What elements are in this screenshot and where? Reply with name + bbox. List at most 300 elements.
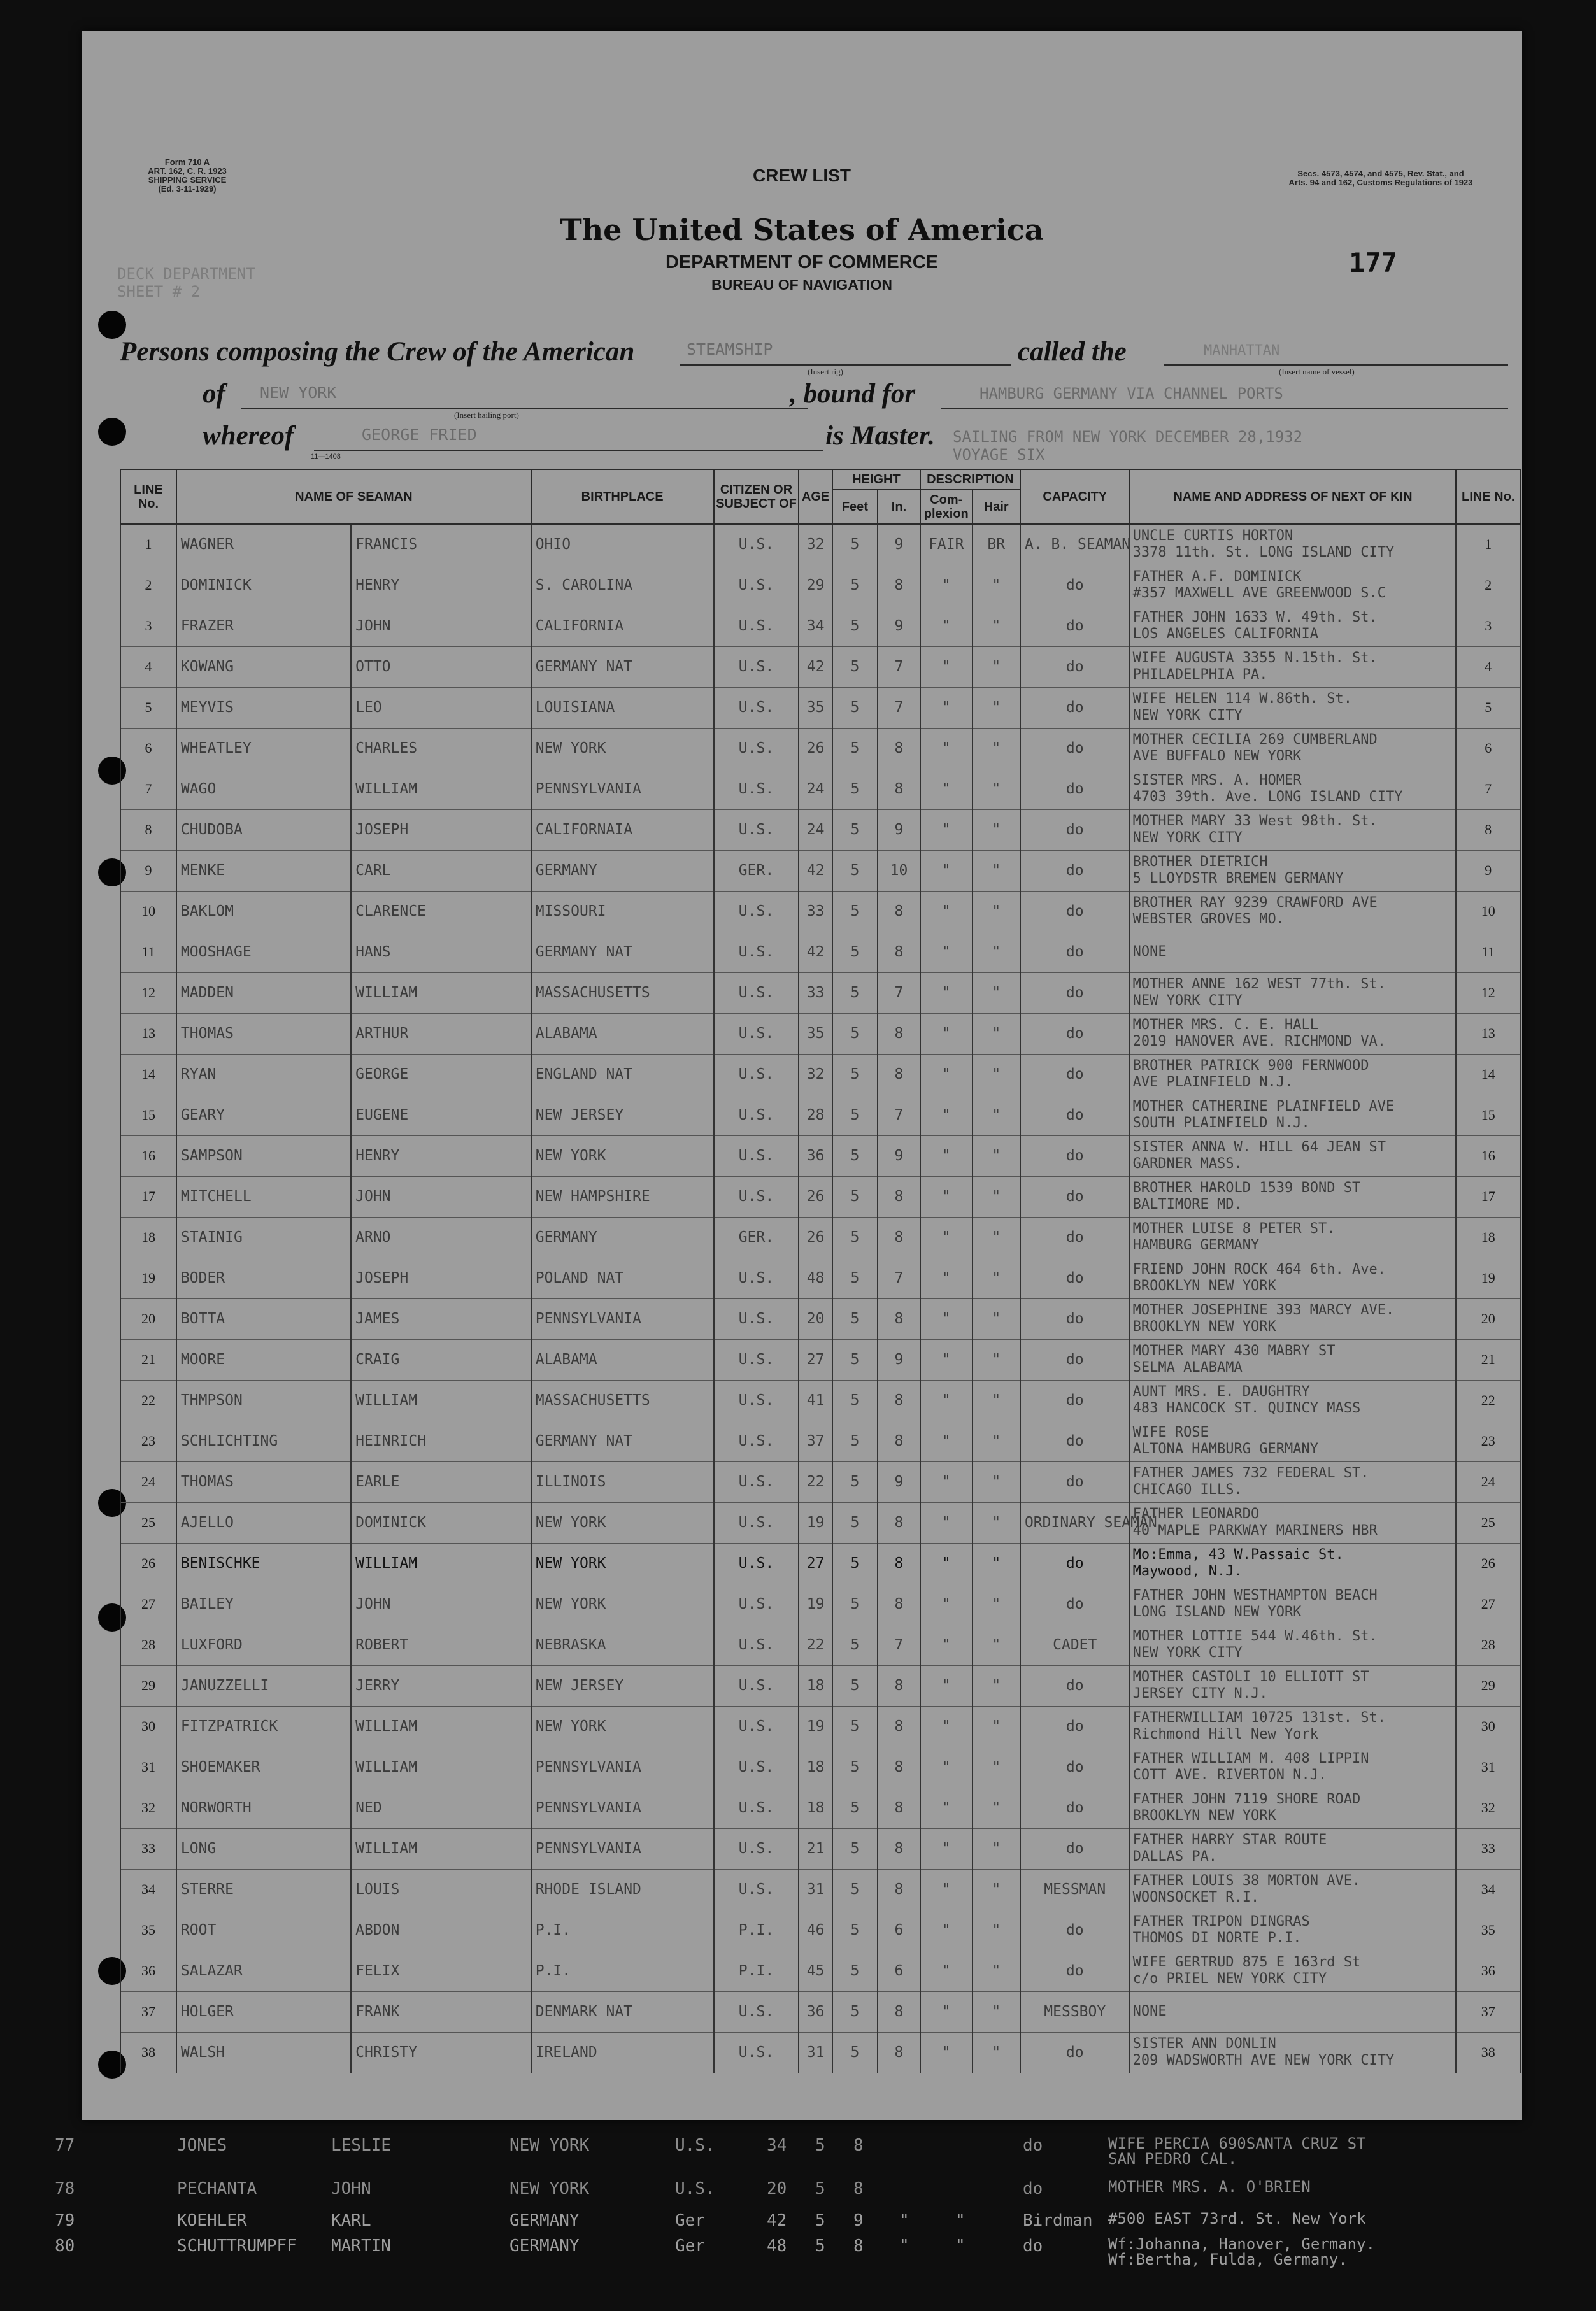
form-number: Form 710 A: [164, 157, 210, 167]
crew-hair: ": [973, 646, 1020, 687]
col-feet: Feet: [832, 490, 878, 524]
extra-capacity: Birdman: [1023, 2211, 1093, 2230]
crew-capacity: do: [1020, 606, 1130, 646]
department-stamp: [117, 265, 255, 301]
crew-height-feet: 5: [832, 565, 878, 606]
crew-row: [120, 1706, 1520, 1747]
crew-next-of-kin: FRIEND JOHN ROCK 464 6th. Ave. BROOKLYN NEW YORK: [1130, 1258, 1457, 1298]
extra-height-inches: 9: [853, 2211, 864, 2230]
crew-capacity: do: [1020, 2032, 1130, 2073]
crew-given-name: JAMES: [351, 1298, 531, 1339]
crew-given-name: GEORGE: [351, 1054, 531, 1095]
crew-line-number-right: 1: [1456, 524, 1520, 565]
crew-given-name: FRANCIS: [351, 524, 531, 565]
crew-complexion: ": [920, 1828, 973, 1869]
crew-line-number: 16: [120, 1135, 176, 1176]
crew-given-name: ABDON: [351, 1910, 531, 1951]
crew-citizenship: U.S.: [714, 687, 799, 728]
crew-line-number: 28: [120, 1625, 176, 1665]
crew-age: 36: [799, 1135, 832, 1176]
crew-height-feet: 5: [832, 809, 878, 850]
page-number: 177: [1349, 247, 1397, 278]
crew-hair: ": [973, 1095, 1020, 1135]
port-value: NEW YORK: [260, 383, 337, 402]
crew-age: 34: [799, 606, 832, 646]
extra-given-name: JOHN: [331, 2179, 371, 2198]
crew-capacity: do: [1020, 1910, 1130, 1951]
crew-complexion: ": [920, 1421, 973, 1461]
crew-age: 26: [799, 1217, 832, 1258]
crew-height-inches: 9: [878, 1135, 920, 1176]
crew-age: 48: [799, 1258, 832, 1298]
crew-birthplace: GERMANY: [531, 1217, 714, 1258]
crew-complexion: ": [920, 850, 973, 891]
crew-complexion: ": [920, 1747, 973, 1788]
crew-height-inches: 8: [878, 1054, 920, 1095]
extra-crew-row: [0, 2211, 1596, 2236]
crew-complexion: ": [920, 972, 973, 1013]
crew-surname: BAILEY: [176, 1584, 351, 1625]
crew-height-inches: 8: [878, 1828, 920, 1869]
crew-complexion: ": [920, 932, 973, 972]
crew-given-name: LEO: [351, 687, 531, 728]
crew-surname: BOTTA: [176, 1298, 351, 1339]
crew-next-of-kin: WIFE HELEN 114 W.86th. St. NEW YORK CITY: [1130, 687, 1457, 728]
crew-capacity: do: [1020, 769, 1130, 809]
crew-birthplace: MASSACHUSETTS: [531, 972, 714, 1013]
crew-height-feet: 5: [832, 1625, 878, 1665]
crew-height-feet: 5: [832, 524, 878, 565]
crew-capacity: MESSBOY: [1020, 1991, 1130, 2032]
crew-next-of-kin: FATHER JOHN 1633 W. 49th. St. LOS ANGELES CALIFORNIA: [1130, 606, 1457, 646]
crew-hair: ": [973, 1747, 1020, 1788]
crew-surname: JANUZZELLI: [176, 1665, 351, 1706]
crew-height-inches: 8: [878, 1217, 920, 1258]
crew-line-number-right: 7: [1456, 769, 1520, 809]
crew-age: 32: [799, 524, 832, 565]
crew-row: [120, 1747, 1520, 1788]
crew-line-number: 22: [120, 1380, 176, 1421]
crew-citizenship: U.S.: [714, 1625, 799, 1665]
crew-height-inches: 9: [878, 1461, 920, 1502]
crew-hair: ": [973, 809, 1020, 850]
extra-crew-row: [0, 2235, 1596, 2268]
extra-birthplace: GERMANY: [509, 2236, 580, 2256]
crew-age: 29: [799, 565, 832, 606]
crew-capacity: do: [1020, 1013, 1130, 1054]
crew-line-number: 33: [120, 1828, 176, 1869]
crew-surname: SHOEMAKER: [176, 1747, 351, 1788]
crew-capacity: do: [1020, 1584, 1130, 1625]
extra-age: 48: [767, 2236, 787, 2256]
crew-surname: DOMINICK: [176, 565, 351, 606]
crew-capacity: do: [1020, 1665, 1130, 1706]
crew-birthplace: ALABAMA: [531, 1013, 714, 1054]
crew-next-of-kin: WIFE GERTRUD 875 E 163rd St c/o PRIEL NEW YORK CITY: [1130, 1951, 1457, 1991]
crew-given-name: WILLIAM: [351, 1543, 531, 1584]
crew-citizenship: P.I.: [714, 1910, 799, 1951]
crew-birthplace: NEW YORK: [531, 728, 714, 769]
crew-complexion: ": [920, 1502, 973, 1543]
crew-height-feet: 5: [832, 1095, 878, 1135]
crew-complexion: ": [920, 1543, 973, 1584]
crew-capacity: ORDINARY SEAMAN: [1020, 1502, 1130, 1543]
crew-capacity: do: [1020, 687, 1130, 728]
crew-row: [120, 1258, 1520, 1298]
crew-height-inches: 9: [878, 809, 920, 850]
extra-next-of-kin: Wf:Johanna, Hanover, Germany. Wf:Bertha, Fulda, Germany.: [1108, 2235, 1376, 2268]
crew-citizenship: U.S.: [714, 809, 799, 850]
crew-capacity: CADET: [1020, 1625, 1130, 1665]
crew-row: [120, 2032, 1520, 2073]
crew-height-feet: 5: [832, 1421, 878, 1461]
crew-next-of-kin: AUNT MRS. E. DAUGHTRY 483 HANCOCK ST. QUINCY MASS: [1130, 1380, 1457, 1421]
crew-birthplace: PENNSYLVANIA: [531, 1828, 714, 1869]
extra-surname: PECHANTA: [177, 2179, 257, 2198]
extra-height-feet: 5: [815, 2236, 825, 2256]
crew-surname: BENISCHKE: [176, 1543, 351, 1584]
crew-complexion: ": [920, 1706, 973, 1747]
crew-birthplace: P.I.: [531, 1951, 714, 1991]
crew-table: [120, 469, 1521, 2073]
crew-height-inches: 9: [878, 524, 920, 565]
crew-line-number: 36: [120, 1951, 176, 1991]
crew-line-number: 15: [120, 1095, 176, 1135]
crew-line-number-right: 13: [1456, 1013, 1520, 1054]
crew-age: 19: [799, 1584, 832, 1625]
crew-height-feet: 5: [832, 1665, 878, 1706]
crew-line-number-right: 15: [1456, 1095, 1520, 1135]
crew-age: 22: [799, 1625, 832, 1665]
crew-complexion: ": [920, 2032, 973, 2073]
col-capacity: CAPACITY: [1020, 469, 1130, 524]
crew-next-of-kin: BROTHER DIETRICH 5 LLOYDSTR BREMEN GERMANY: [1130, 850, 1457, 891]
crew-surname: LONG: [176, 1828, 351, 1869]
crew-next-of-kin: NONE: [1130, 1991, 1457, 2032]
crew-complexion: ": [920, 1054, 973, 1095]
print-code: 11—1408: [311, 453, 341, 460]
crew-given-name: ARNO: [351, 1217, 531, 1258]
crew-hair: ": [973, 1135, 1020, 1176]
crew-line-number-right: 9: [1456, 850, 1520, 891]
crew-capacity: do: [1020, 1828, 1130, 1869]
crew-age: 41: [799, 1380, 832, 1421]
crew-complexion: ": [920, 1461, 973, 1502]
crew-birthplace: S. CAROLINA: [531, 565, 714, 606]
crew-hair: ": [973, 1380, 1020, 1421]
crew-age: 20: [799, 1298, 832, 1339]
crew-given-name: WILLIAM: [351, 1380, 531, 1421]
crew-complexion: ": [920, 1869, 973, 1910]
crew-row: [120, 1380, 1520, 1421]
crew-birthplace: LOUISIANA: [531, 687, 714, 728]
crew-complexion: ": [920, 769, 973, 809]
master-line: [314, 450, 823, 451]
extra-citizenship: Ger: [675, 2236, 705, 2256]
crew-line-number: 19: [120, 1258, 176, 1298]
crew-given-name: HEINRICH: [351, 1421, 531, 1461]
crew-line-number: 24: [120, 1461, 176, 1502]
extra-capacity: do: [1023, 2179, 1043, 2198]
crew-line-number: 35: [120, 1910, 176, 1951]
crew-surname: THOMAS: [176, 1013, 351, 1054]
crew-birthplace: NEW YORK: [531, 1706, 714, 1747]
crew-height-feet: 5: [832, 1176, 878, 1217]
crew-height-feet: 5: [832, 1258, 878, 1298]
crew-height-feet: 5: [832, 1869, 878, 1910]
crew-capacity: do: [1020, 1788, 1130, 1828]
crew-age: 24: [799, 769, 832, 809]
crew-hair: ": [973, 2032, 1020, 2073]
crew-height-inches: 7: [878, 1625, 920, 1665]
crew-next-of-kin: FATHER TRIPON DINGRAS THOMOS DI NORTE P.I.: [1130, 1910, 1457, 1951]
crew-hair: ": [973, 565, 1020, 606]
crew-hair: ": [973, 1991, 1020, 2032]
extra-line-number: 80: [55, 2236, 75, 2256]
crew-line-number: 1: [120, 524, 176, 565]
crew-line-number-right: 4: [1456, 646, 1520, 687]
crew-given-name: LOUIS: [351, 1869, 531, 1910]
crew-hair: ": [973, 1054, 1020, 1095]
crew-complexion: ": [920, 1258, 973, 1298]
crew-height-inches: 8: [878, 1298, 920, 1339]
crew-capacity: do: [1020, 1054, 1130, 1095]
crew-birthplace: OHIO: [531, 524, 714, 565]
extra-height-inches: 8: [853, 2236, 864, 2256]
crew-row: [120, 646, 1520, 687]
crew-surname: FRAZER: [176, 606, 351, 646]
crew-citizenship: U.S.: [714, 1991, 799, 2032]
crew-surname: WAGNER: [176, 524, 351, 565]
of-label: of: [203, 379, 225, 409]
crew-complexion: ": [920, 687, 973, 728]
crew-next-of-kin: MOTHER MRS. C. E. HALL 2019 HANOVER AVE. RICHMOND VA.: [1130, 1013, 1457, 1054]
crew-age: 31: [799, 1869, 832, 1910]
crew-citizenship: U.S.: [714, 646, 799, 687]
crew-hair: ": [973, 1217, 1020, 1258]
crew-birthplace: ILLINOIS: [531, 1461, 714, 1502]
crew-line-number: 26: [120, 1543, 176, 1584]
statute-line: Arts. 94 and 162, Customs Regulations of 1923: [1288, 178, 1473, 187]
crew-age: 27: [799, 1543, 832, 1584]
crew-capacity: do: [1020, 1951, 1130, 1991]
crew-birthplace: MASSACHUSETTS: [531, 1380, 714, 1421]
col-age: AGE: [799, 469, 832, 524]
crew-line-number-right: 28: [1456, 1625, 1520, 1665]
crew-birthplace: ENGLAND NAT: [531, 1054, 714, 1095]
crew-row: [120, 524, 1520, 565]
crew-hair: ": [973, 850, 1020, 891]
crew-hair: ": [973, 1706, 1020, 1747]
crew-complexion: ": [920, 1013, 973, 1054]
crew-age: 19: [799, 1502, 832, 1543]
crew-next-of-kin: BROTHER HAROLD 1539 BOND ST BALTIMORE MD.: [1130, 1176, 1457, 1217]
crew-citizenship: U.S.: [714, 606, 799, 646]
crew-birthplace: RHODE ISLAND: [531, 1869, 714, 1910]
crew-complexion: ": [920, 1217, 973, 1258]
crew-line-number-right: 29: [1456, 1665, 1520, 1706]
crew-age: 18: [799, 1747, 832, 1788]
crew-next-of-kin: FATHER HARRY STAR ROUTE DALLAS PA.: [1130, 1828, 1457, 1869]
rig-line: [680, 364, 1011, 366]
whereof-label: whereof: [203, 421, 294, 451]
crew-row: [120, 1502, 1520, 1543]
bound-label: , bound for: [790, 379, 916, 409]
crew-hair: ": [973, 1584, 1020, 1625]
crew-height-feet: 5: [832, 769, 878, 809]
crew-line-number-right: 24: [1456, 1461, 1520, 1502]
crew-given-name: CLARENCE: [351, 891, 531, 932]
crew-given-name: JOSEPH: [351, 1258, 531, 1298]
crew-row: [120, 972, 1520, 1013]
crew-complexion: ": [920, 1991, 973, 2032]
crew-line-number: 17: [120, 1176, 176, 1217]
crew-citizenship: U.S.: [714, 769, 799, 809]
crew-birthplace: DENMARK NAT: [531, 1991, 714, 2032]
crew-given-name: WILLIAM: [351, 1828, 531, 1869]
crew-citizenship: U.S.: [714, 728, 799, 769]
crew-birthplace: IRELAND: [531, 2032, 714, 2073]
crew-citizenship: U.S.: [714, 1258, 799, 1298]
crew-hair: ": [973, 1013, 1020, 1054]
crew-height-inches: 8: [878, 1869, 920, 1910]
crew-line-number: 11: [120, 932, 176, 972]
crew-hair: ": [973, 1625, 1020, 1665]
crew-citizenship: U.S.: [714, 972, 799, 1013]
crew-row: [120, 1339, 1520, 1380]
crew-row: [120, 1543, 1520, 1584]
crew-line-number-right: 12: [1456, 972, 1520, 1013]
crew-complexion: ": [920, 1951, 973, 1991]
crew-row: [120, 1135, 1520, 1176]
crew-rows: [120, 524, 1520, 2073]
vessel-line: [1164, 364, 1508, 366]
crew-complexion: ": [920, 1135, 973, 1176]
crew-capacity: do: [1020, 932, 1130, 972]
extra-height-feet: 5: [815, 2179, 825, 2198]
col-height: HEIGHT: [832, 469, 920, 490]
stamp-line: DECK DEPARTMENT: [117, 265, 255, 283]
crew-surname: MENKE: [176, 850, 351, 891]
crew-age: 22: [799, 1461, 832, 1502]
crew-birthplace: GERMANY NAT: [531, 1421, 714, 1461]
country-heading: The United States of America: [560, 213, 1044, 247]
crew-birthplace: CALIFORNIA: [531, 606, 714, 646]
crew-next-of-kin: FATHER JAMES 732 FEDERAL ST. CHICAGO ILLS.: [1130, 1461, 1457, 1502]
crew-hair: ": [973, 769, 1020, 809]
crew-surname: WHEATLEY: [176, 728, 351, 769]
crew-surname: SCHLICHTING: [176, 1421, 351, 1461]
crew-birthplace: NEW YORK: [531, 1502, 714, 1543]
crew-row: [120, 1013, 1520, 1054]
crew-height-inches: 7: [878, 1258, 920, 1298]
crew-hair: ": [973, 1869, 1020, 1910]
extra-surname: SCHUTTRUMPFF: [177, 2236, 297, 2256]
crew-list-sheet: [82, 31, 1522, 2120]
crew-next-of-kin: FATHER A.F. DOMINICK #357 MAXWELL AVE GREENWOOD S.C: [1130, 565, 1457, 606]
crew-height-inches: 8: [878, 769, 920, 809]
extra-citizenship: U.S.: [675, 2136, 715, 2155]
crew-surname: AJELLO: [176, 1502, 351, 1543]
crew-surname: HOLGER: [176, 1991, 351, 2032]
crew-given-name: OTTO: [351, 646, 531, 687]
statute-reference: [1253, 169, 1508, 187]
crew-complexion: FAIR: [920, 524, 973, 565]
crew-height-feet: 5: [832, 606, 878, 646]
crew-citizenship: U.S.: [714, 1380, 799, 1421]
crew-next-of-kin: SISTER ANNA W. HILL 64 JEAN ST GARDNER MASS.: [1130, 1135, 1457, 1176]
crew-surname: STERRE: [176, 1869, 351, 1910]
crew-height-feet: 5: [832, 1054, 878, 1095]
crew-height-feet: 5: [832, 1584, 878, 1625]
crew-given-name: CHRISTY: [351, 2032, 531, 2073]
crew-citizenship: U.S.: [714, 1747, 799, 1788]
extra-age: 34: [767, 2136, 787, 2155]
crew-line-number: 34: [120, 1869, 176, 1910]
crew-birthplace: P.I.: [531, 1910, 714, 1951]
crew-line-number-right: 27: [1456, 1584, 1520, 1625]
crew-row: [120, 1991, 1520, 2032]
crew-next-of-kin: BROTHER RAY 9239 CRAWFORD AVE WEBSTER GROVES MO.: [1130, 891, 1457, 932]
crew-capacity: do: [1020, 1461, 1130, 1502]
crew-hair: ": [973, 1543, 1020, 1584]
crew-line-number-right: 32: [1456, 1788, 1520, 1828]
crew-birthplace: NEW JERSEY: [531, 1095, 714, 1135]
crew-capacity: do: [1020, 1217, 1130, 1258]
extra-hair: ": [955, 2236, 965, 2256]
extra-height-inches: 8: [853, 2179, 864, 2198]
crew-complexion: ": [920, 1665, 973, 1706]
extra-next-of-kin: #500 EAST 73rd. St. New York: [1108, 2210, 1366, 2228]
crew-line-number-right: 30: [1456, 1706, 1520, 1747]
crew-height-feet: 5: [832, 1339, 878, 1380]
extra-birthplace: NEW YORK: [509, 2179, 590, 2198]
form-article: ART. 162, C. R. 1923: [148, 166, 227, 176]
extra-given-name: KARL: [331, 2211, 371, 2230]
crew-height-inches: 8: [878, 1013, 920, 1054]
crew-height-feet: 5: [832, 1951, 878, 1991]
crew-next-of-kin: WIFE ROSE ALTONA HAMBURG GERMANY: [1130, 1421, 1457, 1461]
crew-row: [120, 1176, 1520, 1217]
crew-capacity: do: [1020, 1380, 1130, 1421]
crew-line-number-right: 25: [1456, 1502, 1520, 1543]
crew-height-inches: 8: [878, 932, 920, 972]
extra-crew-row: [0, 2135, 1596, 2168]
crew-line-number: 8: [120, 809, 176, 850]
crew-row: [120, 687, 1520, 728]
crew-height-inches: 7: [878, 972, 920, 1013]
crew-given-name: EARLE: [351, 1461, 531, 1502]
extra-citizenship: Ger: [675, 2211, 705, 2230]
rig-caption: (Insert rig): [808, 367, 843, 376]
crew-height-feet: 5: [832, 1828, 878, 1869]
crew-capacity: do: [1020, 972, 1130, 1013]
crew-line-number: 30: [120, 1706, 176, 1747]
crew-line-number: 20: [120, 1298, 176, 1339]
col-hair: Hair: [973, 490, 1020, 524]
crew-birthplace: NEW JERSEY: [531, 1665, 714, 1706]
crew-line-number-right: 3: [1456, 606, 1520, 646]
crew-birthplace: MISSOURI: [531, 891, 714, 932]
crew-line-number-right: 34: [1456, 1869, 1520, 1910]
crew-capacity: do: [1020, 1543, 1130, 1584]
crew-surname: WALSH: [176, 2032, 351, 2073]
crew-line-number: 2: [120, 565, 176, 606]
master-label: is Master.: [825, 421, 936, 451]
crew-height-feet: 5: [832, 850, 878, 891]
crew-height-feet: 5: [832, 1991, 878, 2032]
crew-height-inches: 8: [878, 1788, 920, 1828]
